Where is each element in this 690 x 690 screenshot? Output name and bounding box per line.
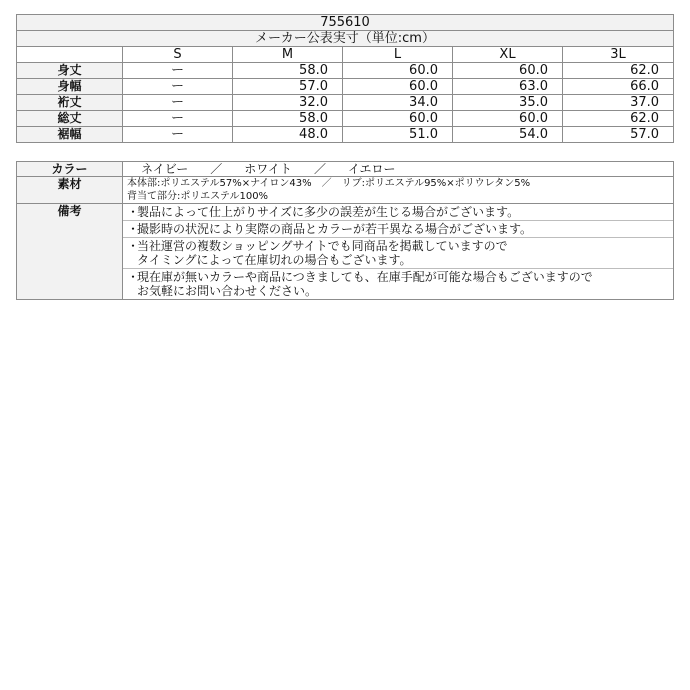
row-label: 総丈 [17, 111, 123, 127]
spec-sheet [16, 14, 673, 300]
note-bullet: ・ [127, 239, 140, 253]
product-code: 755610 [17, 15, 674, 31]
table-cell: 60.0 [453, 63, 563, 79]
material-line: 背当て部分:ポリエステル100% [127, 191, 269, 202]
table-cell: 60.0 [343, 63, 453, 79]
color-item: ネイビー [141, 162, 189, 176]
material-line: 本体部:ポリエステル57%×ナイロン43% ／ リブ:ポリエステル95%×ポリウレタン5% [127, 178, 531, 189]
color-row [17, 162, 674, 177]
notes-label: 備考 [17, 204, 123, 300]
corner-cell [17, 47, 123, 63]
table-cell: 57.0 [233, 79, 343, 95]
table-row [17, 95, 674, 111]
color-list [123, 162, 674, 177]
table-cell: ー [123, 79, 233, 95]
table-cell: 58.0 [233, 63, 343, 79]
size-header: L [343, 47, 453, 63]
table-row [17, 79, 674, 95]
note-text: 撮影時の状況により実際の商品とカラーが若干異なる場合がございます。 [137, 222, 533, 236]
row-label: 身幅 [17, 79, 123, 95]
row-label: 裄丈 [17, 95, 123, 111]
table-cell: 63.0 [453, 79, 563, 95]
table-cell: 37.0 [563, 95, 674, 111]
note-item [123, 269, 673, 299]
table-cell: 57.0 [563, 127, 674, 143]
material-value [123, 177, 674, 204]
notes-list [123, 204, 674, 300]
note-bullet: ・ [127, 270, 140, 284]
table-cell: 66.0 [563, 79, 674, 95]
table-cell: ー [123, 95, 233, 111]
table-cell: 58.0 [233, 111, 343, 127]
material-row [17, 177, 674, 204]
size-header: XL [453, 47, 563, 63]
table-cell: 60.0 [343, 111, 453, 127]
note-item [123, 221, 673, 238]
table-row [17, 111, 674, 127]
note-item [123, 204, 673, 221]
table-cell: ー [123, 127, 233, 143]
table-cell: 62.0 [563, 111, 674, 127]
note-text: 当社運営の複数ショッピングサイトでも同商品を掲載していますので [137, 239, 508, 253]
note-text: 製品によって仕上がりサイズに多少の誤差が生じる場合がございます。 [137, 205, 520, 219]
table-cell: 32.0 [233, 95, 343, 111]
table-cell: 51.0 [343, 127, 453, 143]
size-header: 3L [563, 47, 674, 63]
size-table [16, 14, 674, 143]
table-cell: 34.0 [343, 95, 453, 111]
table-row [17, 63, 674, 79]
material-label: 素材 [17, 177, 123, 204]
row-label: 身丈 [17, 63, 123, 79]
color-label: カラー [17, 162, 123, 177]
table-cell: 62.0 [563, 63, 674, 79]
color-separator: ／ [210, 162, 223, 176]
notes-row [17, 204, 674, 300]
info-table [16, 161, 674, 300]
table-cell: 60.0 [343, 79, 453, 95]
note-bullet: ・ [127, 222, 140, 236]
table-cell: 60.0 [453, 111, 563, 127]
note-bullet: ・ [127, 205, 140, 219]
table-cell: ー [123, 111, 233, 127]
size-header-row [17, 47, 674, 63]
table-cell: 35.0 [453, 95, 563, 111]
table-cell: 54.0 [453, 127, 563, 143]
color-item: ホワイト [244, 162, 292, 176]
note-text: タイミングによって在庫切れの場合もございます。 [137, 253, 412, 267]
color-separator: ／ [313, 162, 326, 176]
size-table-caption: メーカー公表実寸（単位:cm） [17, 31, 674, 47]
size-header: M [233, 47, 343, 63]
color-item: イエロー [347, 162, 396, 176]
note-text: 現在庫が無いカラーや商品につきましても、在庫手配が可能な場合もございますので [137, 270, 593, 284]
size-header: S [123, 47, 233, 63]
table-cell: ー [123, 63, 233, 79]
note-item [123, 238, 673, 269]
note-text: お気軽にお問い合わせください。 [137, 284, 318, 298]
table-cell: 48.0 [233, 127, 343, 143]
row-label: 裾幅 [17, 127, 123, 143]
table-row [17, 127, 674, 143]
